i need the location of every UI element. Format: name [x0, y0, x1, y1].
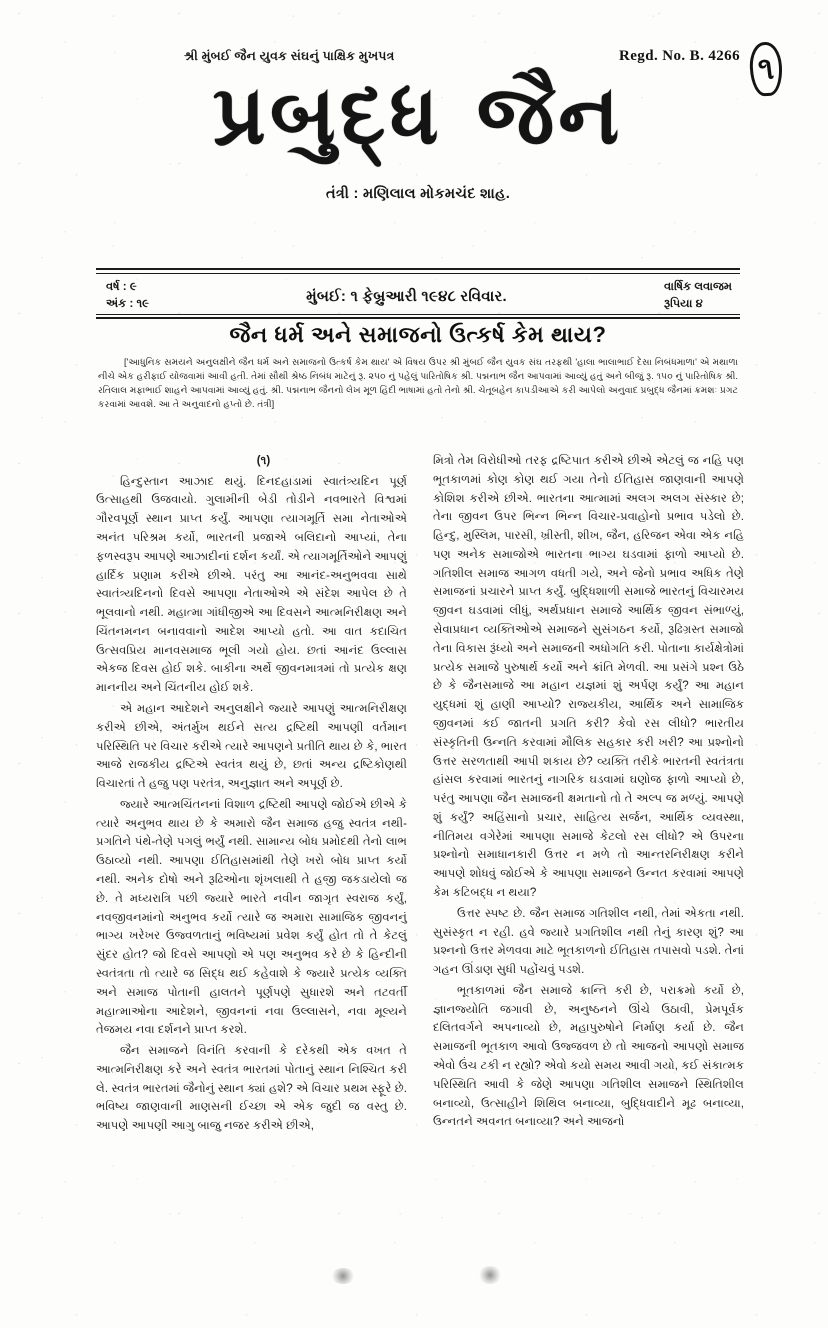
- masthead-rule-upper: [96, 268, 740, 270]
- issue-place-and-date: મુંબઈ: ૧ ફેબ્રુઆરી ૧૯૪૮ રવિવાર.: [306, 287, 507, 305]
- masthead-rule-upper-hairline: [96, 273, 740, 274]
- editorial-intro-note: [98, 356, 738, 412]
- registration-number: Regd. No. B. 4266: [619, 48, 740, 64]
- issue-number: અંક : ૧૯: [106, 298, 149, 310]
- article-headline: જૈન ધર્મ અને સમાજનો ઉત્કર્ષ કેમ થાય?: [229, 322, 607, 347]
- body-column-left: [96, 452, 407, 1242]
- masthead-title-word-1: પ્રબુદ્ધ: [212, 70, 443, 161]
- editor-line: તંત્રી : મણિલાલ મોકમચંદ શાહ.: [325, 185, 511, 202]
- paragraph: જૈન સમાજને વિનંતિ કરવાની કે દરેકથી એક વખત તે આત્મનિરીક્ષણ કરે અને સ્વતંત્ર ભારતમાં પોતાનું સ્થાન નિશ્ચિત કરી લે. સ્વતંત્ર ભારતમાં જૈનોનું સ્થાન ક્યાં હશે? એ વિચાર પ્રથમ સ્ફૂરે છે. ભવિષ્ય જાણવાની માણસની ઈચ્છા એ એક જુદી જ વસ્તુ છે. આપણે આપણી આગુ બાજુ નજર કરીએ છીએ,: [96, 1044, 407, 1133]
- subscription-value: રૂપિયા ૪: [664, 298, 703, 310]
- scan-smudge-right: [478, 1266, 502, 1284]
- masthead-top-row: [96, 48, 740, 65]
- subscription-block: [664, 279, 740, 312]
- paragraph: હિન્દુસ્તાન આઝાદ થયું. દિનદહાડામાં સ્વાતંત્ર્યદિન પૂર્ણ ઉત્સાહથી ઉજવાયો. ગુલામીની બેડી તોડીને નવભારતે વિશ્વમાં ગૌરવપૂર્ણ સ્થાન પ્રાપ્ત કર્યું. આપણા ત્યાગમૂર્તિ સમા નેતાઓએ અનંત પરિશ્રમ કર્યો, ભારતની પ્રજાએ બલિદાનો આપ્યાં, તેના ફળસ્વરૂપ આપણે આઝાદીનાં દર્શન કર્યાં. એ ત્યાગમૂર્તિઓને આપણું હાર્દિક પ્રણામ કરીએ છીએ. પરંતુ આ આનંદ-અનુભવવા સાથે સ્વાતંત્ર્યદિનનો દિવસે આપણા નેતાઓએ એ સંદેશ આપેલ છે તે ભૂલવાનો નથી. મહાત્મા ગાંધીજીએ આ દિવસને આત્મનિરીક્ષણ અને ચિંતનમનન બનાવવાનો આદેશ આપ્યો હતો. આ વાત કદાચિત ઉત્સવપ્રિય માનવસમાજ ભૂલી ગયો હોય. છતાં આનંદ ઉલ્લાસ એકજ દિવસ હોઈ શકે. બાકીના અર્થે જીવનમાત્રમાં તો પ્રત્યેક ક્ષણ માનનીય અને ચિંતનીય હોઈ શકે.: [96, 474, 407, 695]
- paragraph: મિત્રો તેમ વિરોધીઓ તરફ દ્રષ્ટિપાત કરીએ છીએ એટલું જ નહિ પણ ભૂતકાળમાં કોણ કોણ થઈ ગયા તેનો ઈતિહાસ જાણવાની આપણે કોશિશ કરીએ છીએ. ભારતના આત્મામાં અલગ અલગ સંસ્કાર છે; તેના જીવન ઉપર ભિન્ન ભિન્ન વિચાર-પ્રવાહોનો પ્રભાવ પડેલો છે. હિન્દુ, મુસ્લિમ, પારસી, ખ્રીસ્તી, શીખ, જૈન, હરિજન એવા એક નહિ પણ અનેક સમાજોએ ભારતના ભાગ્ય ઘડવામાં ફાળો આપ્યો છે. ગતિશીલ સમાજ આગળ વધતી ગયે, અને જેનો પ્રભાવ અધિક તેણે સમાજનાં પ્રચારને પ્રાપ્ત કર્યું. બુદ્ધિશાળી સમાજે ભારતનું વિચારમય જીવન ઘડવામાં લીધું, અર્થપ્રધાન સમાજે આર્થિક જીવન સંભાળ્યું, સેવાપ્રધાન વ્યક્તિઓએ સમાજને સુસંગઠન કર્યો, રૂઢિગ્રસ્ત સમાજો તેના વિકાસ રૂંધ્યો અને સમાજની અધોગતિ કરી. પોતાના કાર્યક્ષેત્રોમાં પ્રત્યેક સમાજે પુરુષાર્થ કર્યો અને ક્રાંતિ મેળવી. આ પ્રસંગે પ્રશ્ન ઉઠે છે કે જૈનસમાજે આ મહાન યજ્ઞમાં શું અર્પણ કર્યું? આ મહાન યુદ્ધમાં શું હાણી આપ્યો? રાજ્યકીય, આર્થિક અને સામાજિક જીવનમાં કઈ જાતની પ્રગતિ કરી? કેવો રસ લીધો? ભારતીય સંસ્કૃતિની ઉન્નતિ કરવામાં મૌલિક સહકાર કરી ખરી? આ પ્રશ્નોનો ઉત્તર સરળતાથી આપી શકાય છે? વ્યક્તિ તરીકે ભારતની સ્વતંત્રતા હાંસલ કરવામાં ભારતનું નાગરિક ઘડવામાં ઘણોજ ફાળો આપ્યો છે, પરંતુ આપણા જૈન સમાજની ક્ષમતાનો તો તે અલ્પ જ મળ્યું. આપણે શું કર્યું? અહિંસાનો પ્રચાર, સાહિત્ય સર્જન, આર્થિક વ્યવસ્થા, નીતિમય વગેરેમાં આપણા સમાજે કેટલો રસ લીધો? એ ઉપરના પ્રશ્નોનો સમાધાનકારી ઉત્તર ન મળે તો આન્તરનિરીક્ષણ કરીને આપણે શોધવું જોઈએ કે આપણા સમાજને ઉન્નત કરવામાં આપણે કેમ કટિબદ્ધ ન થયા?: [433, 454, 744, 899]
- intro-note-line-3: પદ્મનાભ જૈન આપવામાં આવ્યું હતું અને બીજું રૂ. ૧૫૦ નું પારિતોષિક શ્રી. રતિલાલ મફાભાઈ શાહને આપવામાં આવ્યું હતું. શ્રી. પદ્મનાભ જૈનનો: [98, 370, 738, 395]
- intro-note-line-5: હપ્તો છે. તંત્રી]: [223, 398, 275, 409]
- issue-volume-block: [96, 279, 149, 312]
- masthead-title: [96, 70, 740, 161]
- masthead: [96, 48, 776, 202]
- intro-note-line-4: લેખ મૂળ હિંદી ભાષામાં હતો તેનો શ્રી. ચેતૂબહેન કાપડીઆએ કરી આપેલો અનુવાદ પ્રબુદ્ધ જૈનમાં ક્રમશઃ પ્રગટ કરવામાં આવશે. આ તે અનુવાદનો: [98, 384, 738, 409]
- issue-rule-lower-hairline: [96, 314, 740, 315]
- intro-note-line-2: ભાલાભાઈ દેસા નિબંધમાળા' એ મથાળા નીચે એક હરીફાઈ યોજવામાં આવી હતી. તેમાં સૌથી શ્રેષ્ઠ નિબંધ માટેનું રૂ. ૨૫૦ નું પહેલું પારિતોષિક શ્રી.: [98, 357, 739, 381]
- paragraph: ભૂતકાળમાં જૈન સમાજે ક્રાન્તિ કરી છે, પરાક્રમો કર્યો છે, જ્ઞાનજ્યોતિ જગાવી છે, અનુષ્ઠનને ઊંચે ઉઠાવી, પ્રેમપૂર્વક દલિતવર્ગને અપનાવ્યો છે, મહાપુરુષોને નિર્માણ કર્યા છે. જૈન સમાજની ભૂતકાળ આવો ઉજ્જવળ છે તો આજનો આપણો સમાજ એવો ઉંચ ટકી ન રહ્યો? એવો કયો સમય આવી ગયો, કઈ સંકાત્મક પરિસ્થિતિ આવી કે જેણે આપણા ગતિશીલ સમાજને સ્થિતિશીલ બનાવ્યો, ઉત્સાહીને શિથિલ બનાવ્યા, બુદ્ધિવાદીને મૂઢ બનાવ્યા, ઉન્નતને અવનત બનાવ્યા? અને આજનો: [433, 983, 744, 1129]
- subscription-label: વાર્ષિક લવાજમ: [664, 281, 732, 294]
- intro-note-line-1: ['આધુનિક સમયને અનુલક્ષીને જૈન ધર્મ અને સમાજનો ઉત્કર્ષ કેમ થાય' એ વિષય ઉપર શ્રી મુંબઈ જૈન યુવક સંઘ તરફથી 'હાલા: [124, 357, 596, 367]
- paragraph: જ્યારે આત્મચિંતનનાં વિશાળ દ્રષ્ટિથી આપણે જોઈએ છીએ કે ત્યારે અનુભવ થાય છે કે અમારો જૈન સમાજ હજુ સ્વતંત્ર નથી-પ્રગતિને પંથે-તેણે પગલું ભર્યું નથી. સામાન્ય બોધ પ્રમોદથી તેનો લાભ ઉઠાવ્યો નથી. આપણા ઈતિહાસમાંથી તેણે ખરો બોધ પ્રાપ્ત કર્યો નથી. અનેક દોષો અને રૂઢિઓના શૃંખલાથી તે હજી જકડાયેલો જ છે. તે મધ્યરાત્રિ પછી જ્યારે ભારતે નવીન જાગૃત સ્વરાજ કર્યું, નવજીવનમાંનો અનુભવ કર્યો ત્યારે જ અમારા સામાજિક જીવનનું ભાગ્ય ખરેખર ઉજ્વળતાનું ભવિષ્યમાં પ્રવેશ કર્યું હોત તો તે કેટલું સુંદર હોત? જો દિવસે આપણો એ પણ અનુભવ કરે છે કે હિન્દીની સ્વતંત્રતા તો ત્યારે જ સિદ્ધ થઈ કહેવાશે કે જ્યારે પ્રત્યેક વ્યક્તિ અને સમાજ પોતાની હાલતને પૂર્ણપણે સુધારશે અને તટવર્તી મહાત્માઓના આદેશને, જીવનનાં નવા ઉલ્લાસને, નવા મૂલ્યને તેજમય નવા દર્શનને પ્રાપ્ત કરશે.: [96, 797, 407, 1037]
- body-column-right: [433, 452, 744, 1242]
- issue-rule-lower: [96, 317, 740, 319]
- scan-smudge-left: [330, 1268, 356, 1284]
- paragraph: એ મહાન આદેશને અનુલક્ષીને જ્યારે આપણું આત્મનિરીક્ષણ કરીએ છીએ, અંતર્મુખ થઈને સત્ય દ્રષ્ટિથી આપણી વર્તમાન પરિસ્થિતિ પર વિચાર કરીએ ત્યારે આપણને પ્રતીતિ થાય છે કે, ભારત આજે રાજકીય દ્રષ્ટિએ સ્વતંત્ર થયું છે, છતાં અન્ય દ્રષ્ટિકોણથી વિચારતાં તે હજુ પણ પરતંત્ર, અનુજ્ઞાત અને અપૂર્ણ છે.: [96, 702, 407, 791]
- corner-page-number: [741, 38, 792, 101]
- masthead-title-word-2: જૈન: [476, 70, 624, 161]
- issue-band: [96, 276, 740, 316]
- corner-page-number-text: ૧: [756, 49, 776, 87]
- article-body: [96, 452, 744, 1242]
- masthead-strapline: શ્રી મુંબઈ જૈન યુવક સંઘનું પાક્ષિક મુખપત્ર: [184, 49, 395, 63]
- paragraph: ઉત્તર સ્પષ્ટ છે. જૈન સમાજ ગતિશીલ નથી, તેમાં એકતા નથી. સુસંસ્કૃત ન રહી. હવે જ્યારે પ્રગતિશીલ નથી તેનું કારણ શું? આ પ્રશ્નનો ઉત્તર મેળવવા માટે ભૂતકાળનો ઈતિહાસ તપાસવો પડશે. તેનાં ગહન ઊંડાણ સુધી પહોંચવું પડશે.: [433, 906, 744, 977]
- section-marker: (૧): [256, 455, 271, 467]
- issue-volume: વર્ષ : ૯: [106, 281, 137, 294]
